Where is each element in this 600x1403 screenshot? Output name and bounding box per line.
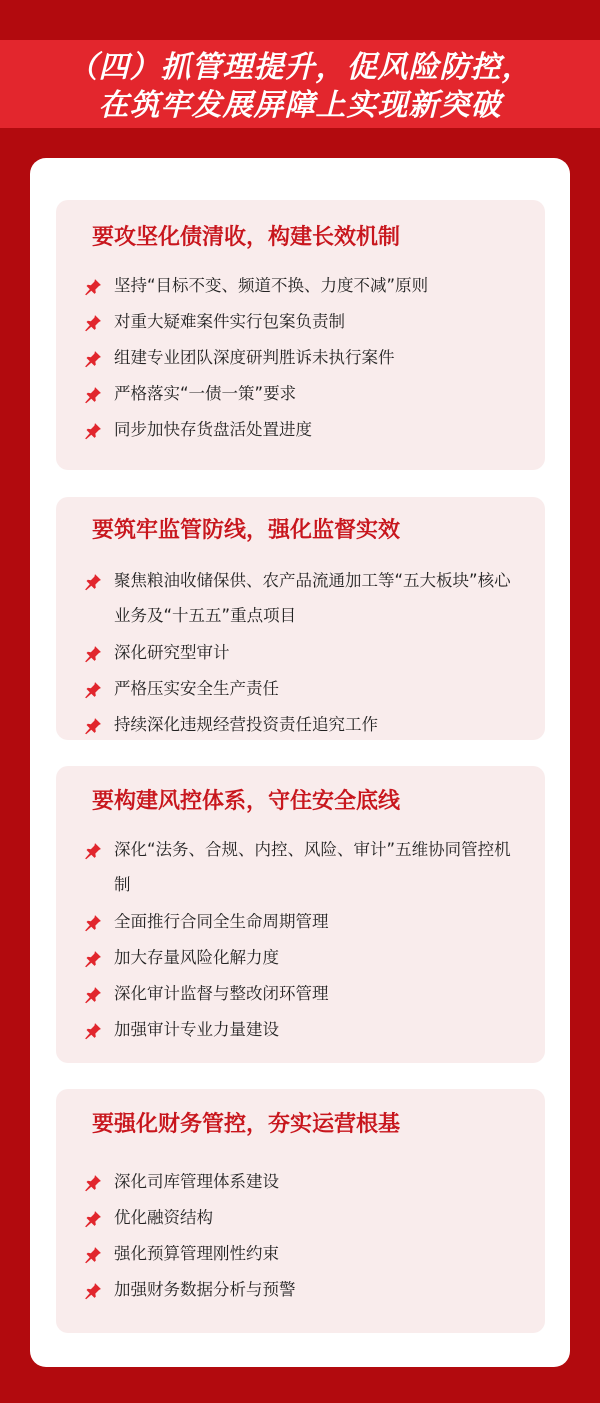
item-text: 严格落实“一债一策”要求 (114, 384, 297, 403)
pushpin-icon (84, 1282, 102, 1300)
pushpin-icon (84, 1210, 102, 1228)
pushpin-icon (84, 717, 102, 735)
item-text: 坚持“目标不变、频道不换、力度不减”原则 (114, 276, 429, 295)
item-text: 加强财务数据分析与预警 (114, 1280, 296, 1299)
list-item (84, 711, 524, 742)
item-text: 持续深化违规经营投资责任追究工作 (114, 715, 378, 734)
pushpin-icon (84, 278, 102, 296)
item-text: 聚焦粮油收储保供、农产品流通加工等“五大板块”核心业务及“十五五”重点项目 (114, 571, 511, 625)
pushpin-icon (84, 1174, 102, 1192)
section-heading: 要筑牢监管防线，强化监督实效 (92, 518, 401, 543)
pushpin-icon (84, 645, 102, 663)
item-text: 加强审计专业力量建设 (114, 1020, 279, 1039)
list-item (84, 308, 524, 339)
list-item (84, 639, 524, 670)
pushpin-icon (84, 914, 102, 932)
list-item (84, 944, 524, 975)
item-text: 深化“法务、合规、内控、风险、审计”五维协同管控机制 (114, 840, 511, 894)
item-text: 深化研究型审计 (114, 643, 230, 662)
list-item (84, 1240, 524, 1271)
page-title-line-2: 在筑牢发展屏障上实现新突破 (98, 88, 502, 123)
pushpin-icon (84, 386, 102, 404)
item-text: 加大存量风险化解力度 (114, 948, 279, 967)
item-text: 深化司库管理体系建设 (114, 1172, 279, 1191)
list-item (84, 416, 524, 447)
section-debt-collection (56, 200, 545, 470)
pushpin-icon (84, 573, 102, 591)
pushpin-icon (84, 1022, 102, 1040)
item-text: 组建专业团队深度研判胜诉未执行案件 (114, 348, 395, 367)
item-text: 优化融资结构 (114, 1208, 213, 1227)
pushpin-icon (84, 314, 102, 332)
list-item (84, 1204, 524, 1235)
pushpin-icon (84, 842, 102, 860)
list-item (84, 675, 524, 706)
list-item (84, 836, 524, 902)
section-heading: 要攻坚化债清收，构建长效机制 (92, 225, 401, 250)
list-item (84, 567, 524, 633)
item-text: 同步加快存货盘活处置进度 (114, 420, 312, 439)
item-text: 强化预算管理刚性约束 (114, 1244, 279, 1263)
pushpin-icon (84, 950, 102, 968)
list-item (84, 380, 524, 411)
section-risk-control (56, 766, 545, 1063)
list-item (84, 344, 524, 375)
item-text: 全面推行合同全生命周期管理 (114, 912, 329, 931)
section-supervision (56, 497, 545, 740)
list-item (84, 1168, 524, 1199)
section-finance (56, 1089, 545, 1333)
section-heading: 要强化财务管控，夯实运营根基 (92, 1112, 401, 1137)
pushpin-icon (84, 681, 102, 699)
pushpin-icon (84, 350, 102, 368)
pushpin-icon (84, 422, 102, 440)
list-item (84, 272, 524, 303)
section-heading: 要构建风控体系，守住安全底线 (92, 789, 401, 814)
pushpin-icon (84, 986, 102, 1004)
item-text: 深化审计监督与整改闭环管理 (114, 984, 329, 1003)
page-title-line-1: （四）抓管理提升，促风险防控， (67, 50, 533, 85)
list-item (84, 908, 524, 939)
list-item (84, 980, 524, 1011)
pushpin-icon (84, 1246, 102, 1264)
list-item (84, 1276, 524, 1307)
item-text: 严格压实安全生产责任 (114, 679, 279, 698)
item-text: 对重大疑难案件实行包案负责制 (114, 312, 345, 331)
list-item (84, 1016, 524, 1047)
